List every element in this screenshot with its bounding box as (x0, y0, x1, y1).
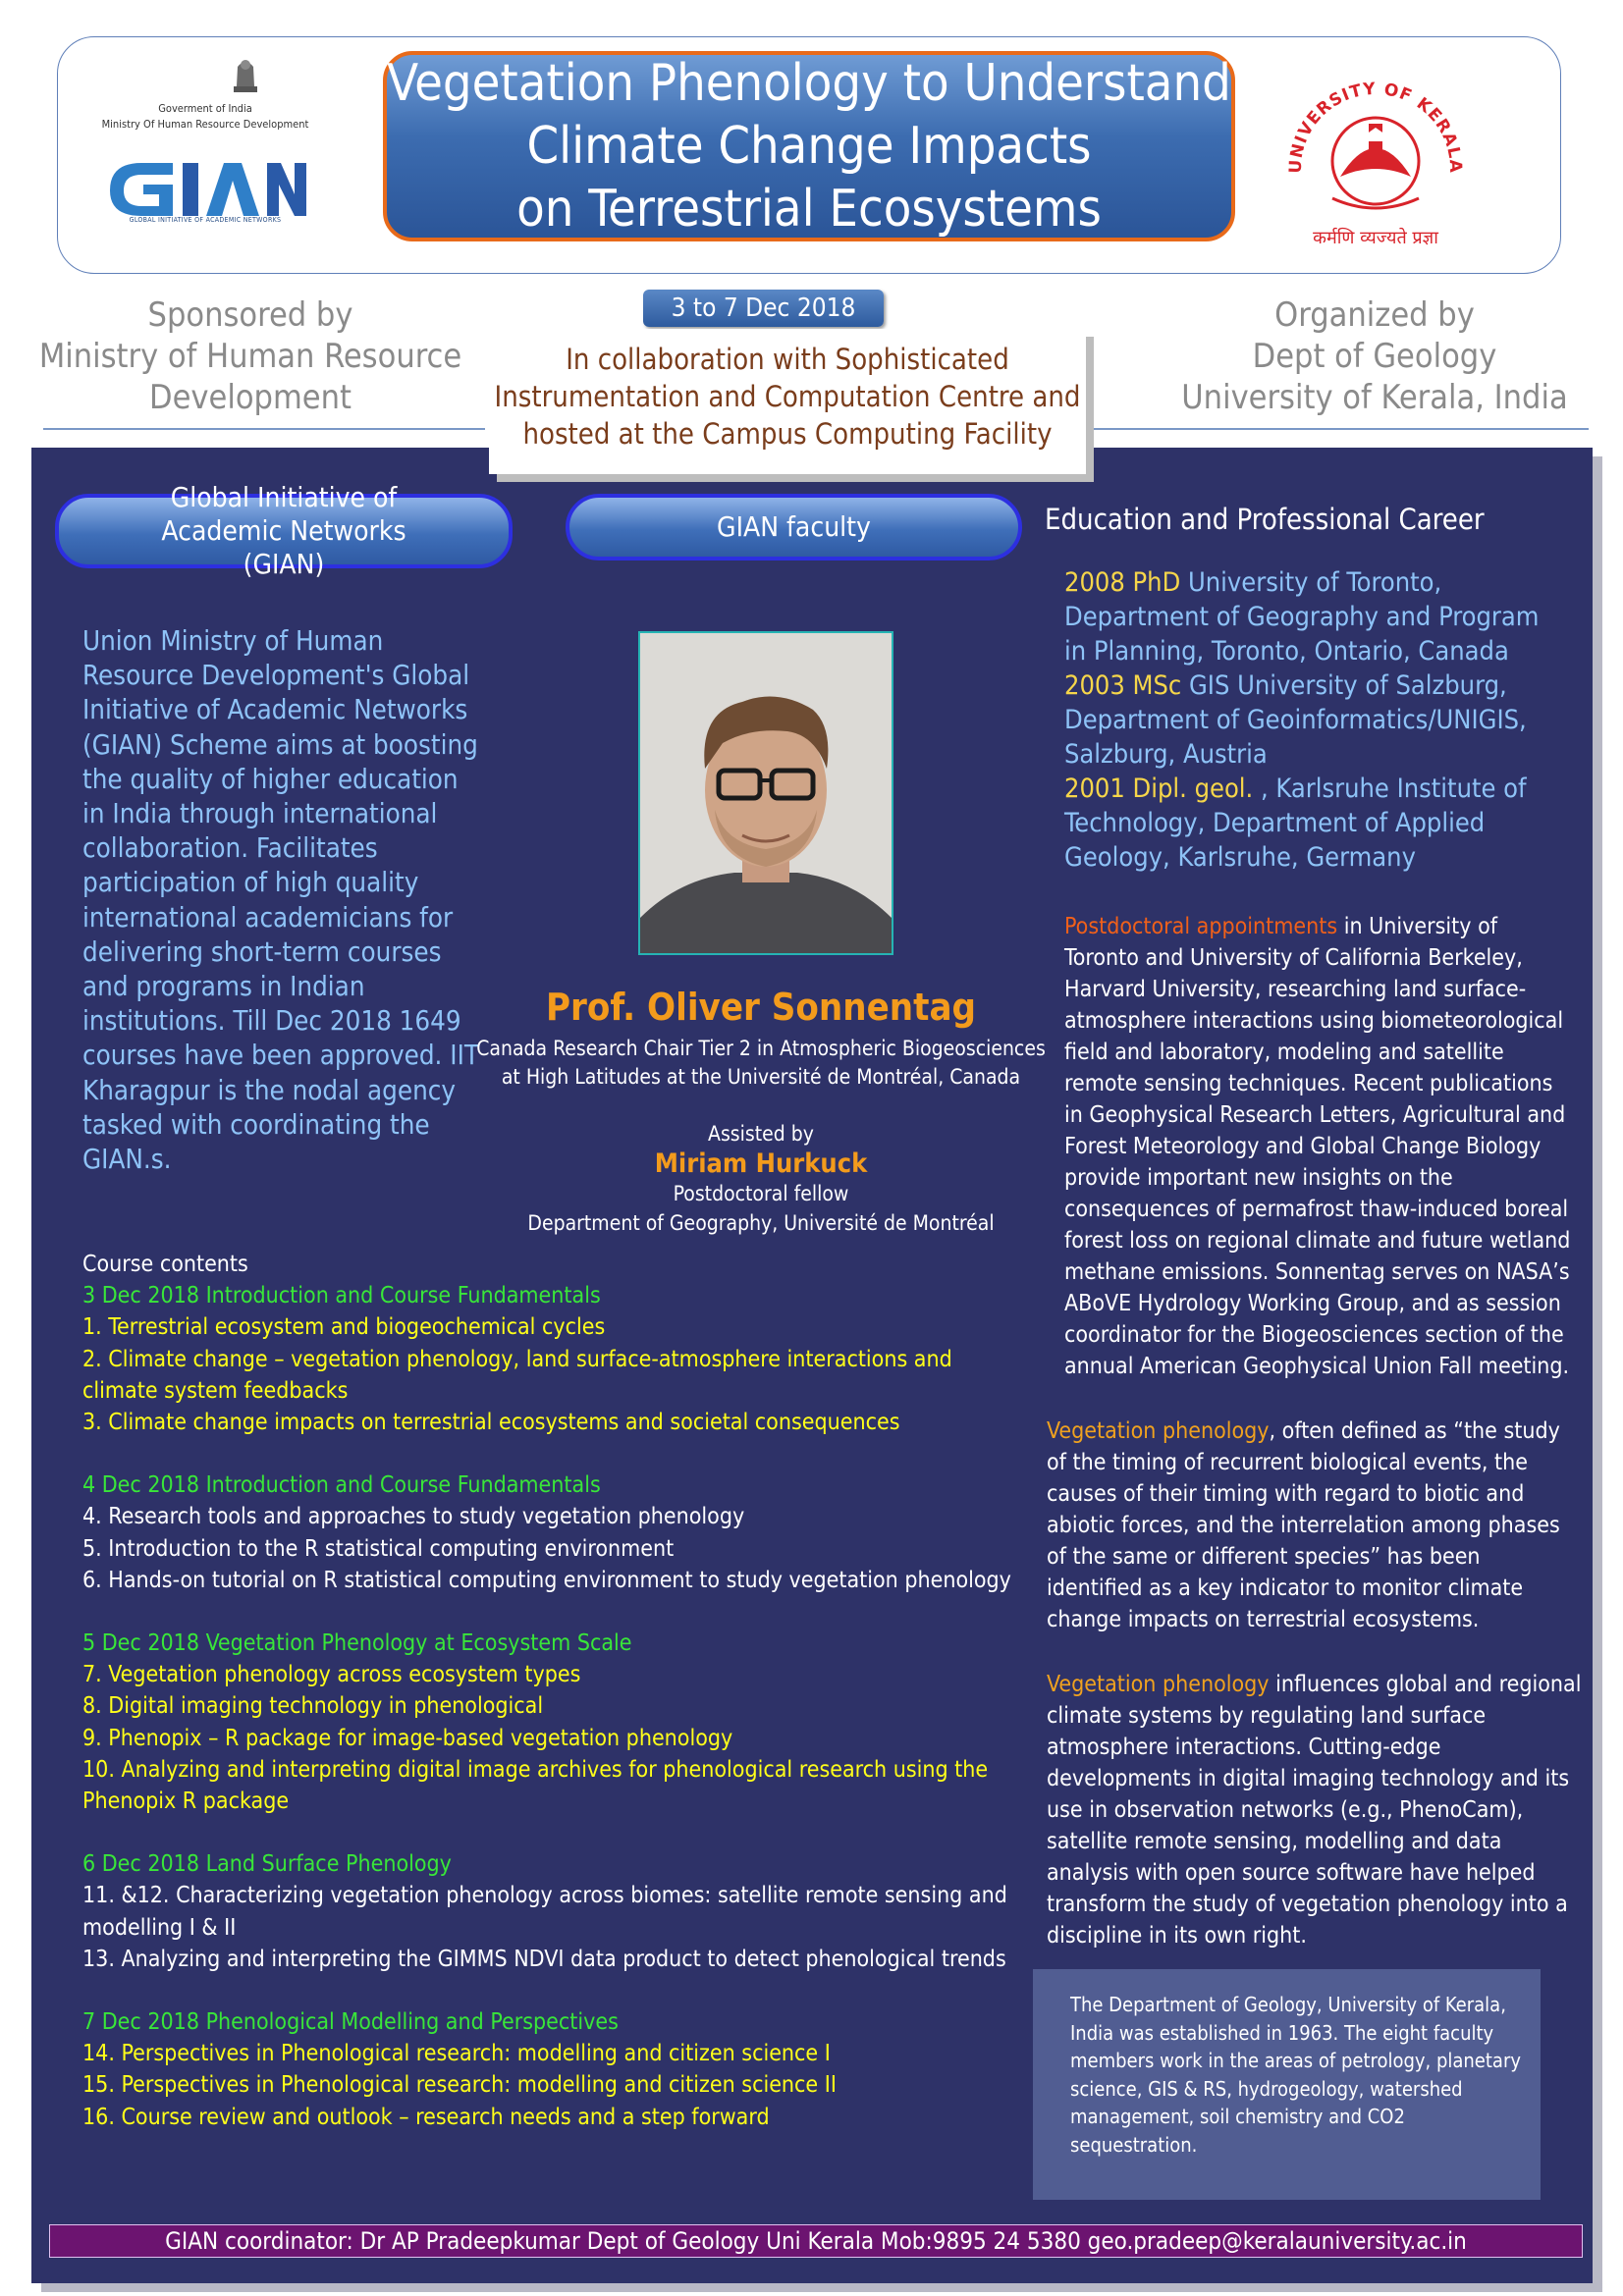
faculty-role-line-2: at High Latitudes at the Université de Montréal, Canada (501, 1065, 1021, 1089)
department-info-box: The Department of Geology, University of Kerala, India was established in 1963. The eight faculty members work in the areas of petrology, planetary science, GIS & RS, hydrogeology, watershed management, soil chemistry and CO2 sequestration. (1033, 1969, 1541, 2200)
course-item: 7. Vegetation phenology across ecosystem types (82, 1662, 581, 1688)
national-emblem-icon (228, 53, 263, 96)
title-line-3: on Terrestrial Ecosystems (516, 180, 1102, 239)
title-line-1: Vegetation Phenology to Understand (387, 54, 1231, 113)
postdoc-label: Postdoctoral appointments (1064, 914, 1338, 939)
assistant-name: Miriam Hurkuck (654, 1148, 868, 1179)
phenology-definition-text: , often defined as “the study of the timing of recurrent biological events, the causes of their timing with regard to biotic and abiotic forces, and the interrelation among phases of the same or different species” has been identified as a key indicator to monitor climate change impacts on terrestrial ecosystems. (1047, 1418, 1560, 1632)
day-4-title: 6 Dec 2018 Land Surface Phenology (82, 1851, 452, 1878)
mhrd-label: Ministry Of Human Resource Development (101, 118, 309, 131)
education-text: , Karlsruhe Institute of Technology, Department of Applied Geology, Karlsruhe, Germany (1064, 774, 1527, 873)
coordinator-footer: GIAN coordinator: Dr AP Pradeepkumar Dept of Geology Uni Kerala Mob:9895 24 5380 geo.pradeep@keralauniversity.ac.in (49, 2224, 1583, 2258)
education-entry (1064, 668, 1565, 772)
day-3-title: 5 Dec 2018 Vegetation Phenology at Ecosystem Scale (82, 1630, 632, 1657)
assisted-by-label: Assisted by (708, 1122, 814, 1146)
course-item: 11. &12. Characterizing vegetation phenology across biomes: satellite remote sensing and modelling I & II (82, 1883, 1007, 1941)
course-item: 6. Hands-on tutorial on R statistical computing environment to study vegetation phenology (82, 1567, 1011, 1593)
postdoc-text: in University of Toronto and University of California Berkeley, Harvard University, researching land surface-atmosphere interactions using biometeorological field and laboratory, modeling and satellite remote sensing techniques. Recent publications in Geophysical Research Letters, Agricultural and Forest Meteorology and Global Change Biology provide important new insights on the consequences of permafrost thaw-induced boreal forest loss on regional climate and future wetland methane emissions. Sonnentag serves on NASA’s ABoVE Hydrology Working Group, and as session coordinator for the Biogeosciences section of the annual American Geophysical Union Fall meeting. (1064, 914, 1571, 1379)
course-item: 15. Perspectives in Phenological research: modelling and citizen science II (82, 2072, 837, 2099)
education-year: 2003 MSc (1064, 670, 1182, 701)
faculty-heading-pill: GIAN faculty (566, 494, 1022, 561)
phenology-label: Vegetation phenology (1047, 1418, 1270, 1444)
sponsor-block (29, 294, 471, 418)
date-badge: 3 to 7 Dec 2018 (643, 290, 884, 327)
day-5-title: 7 Dec 2018 Phenological Modelling and Perspectives (82, 2009, 619, 2036)
gian-logo-mark (104, 155, 310, 220)
gian-tagline: GLOBAL INITIATIVE OF ACADEMIC NETWORKS (129, 216, 282, 224)
gian-heading: Global Initiative of Academic Networks (GIAN) (161, 481, 406, 580)
education-year: 2001 Dipl. geol. (1064, 774, 1254, 804)
phenology-influence-paragraph (1047, 1669, 1582, 1951)
course-item: 16. Course review and outlook – research needs and a step forward (82, 2104, 770, 2130)
day-2-title: 4 Dec 2018 Introduction and Course Fundamentals (82, 1472, 601, 1499)
education-list (1064, 565, 1565, 875)
sponsor-line-3: Development (149, 378, 352, 417)
course-contents (82, 1249, 1025, 2133)
postdoc-paragraph (1064, 911, 1575, 1382)
collab-line-2: Instrumentation and Computation Centre and (494, 380, 1081, 413)
faculty-name: Prof. Oliver Sonnentag (545, 986, 976, 1029)
course-item: 5. Introduction to the R statistical computing environment (82, 1535, 675, 1562)
portrait-image (640, 633, 892, 953)
collab-line-1: In collaboration with Sophisticated (566, 343, 1009, 376)
divider-left (43, 428, 485, 430)
course-item: 13. Analyzing and interpreting the GIMMS NDVI data product to detect phenological trends (82, 1946, 1006, 1972)
sponsor-line-1: Sponsored by (147, 295, 353, 335)
course-item: 14. Perspectives in Phenological research: modelling and citizen science I (82, 2041, 831, 2067)
course-item: 10. Analyzing and interpreting digital image archives for phenological research using the Phenopix R package (82, 1756, 989, 1815)
goi-label: Goverment of India (158, 102, 252, 115)
course-item: 8. Digital imaging technology in phenological (82, 1693, 544, 1720)
education-entry (1064, 772, 1565, 875)
divider-right (1088, 428, 1589, 430)
course-item: 4. Research tools and approaches to study vegetation phenology (82, 1504, 745, 1530)
faculty-role-line-1: Canada Research Chair Tier 2 in Atmospheric Biogeosciences (476, 1037, 1046, 1060)
education-year: 2008 PhD (1064, 567, 1181, 598)
phenology-influence-text: influences global and regional climate systems by regulating land surface atmosphere interactions. Cutting-edge developments in digital imaging technology and its use in observation networks (e.g., PhenoCam), satellite remote sensing, modelling and data analysis with open source software have helped transform the study of vegetation phenology into a discipline in its own right. (1047, 1672, 1582, 1949)
faculty-photo (638, 631, 893, 955)
title-banner (383, 51, 1235, 241)
course-item: 9. Phenopix – R package for image-based vegetation phenology (82, 1725, 733, 1751)
course-item: 2. Climate change – vegetation phenology, land surface-atmosphere interactions and climate system feedbacks (82, 1346, 952, 1404)
title-line-2: Climate Change Impacts (526, 117, 1092, 176)
organizer-line-1: Organized by (1274, 295, 1475, 335)
day-1-title: 3 Dec 2018 Introduction and Course Fundamentals (82, 1283, 601, 1309)
seal-motto: कर्मणि व्यज्यते प्रज्ञा (1313, 228, 1438, 248)
education-text: University of Toronto, Department of Geography and Program in Planning, Toronto, Ontario, Canada (1064, 567, 1540, 667)
gian-mhrd-logo (82, 47, 328, 243)
education-entry (1064, 565, 1565, 668)
phenology-definition-paragraph (1047, 1415, 1582, 1635)
organizer-line-3: University of Kerala, India (1181, 378, 1568, 417)
education-text: GIS University of Salzburg, Department of Geoinformatics/UNIGIS, Salzburg, Austria (1064, 670, 1527, 770)
course-item: 1. Terrestrial ecosystem and biogeochemical cycles (82, 1314, 606, 1341)
assistant-dept: Department of Geography, Université de Montréal (527, 1211, 995, 1235)
gian-description: Union Ministry of Human Resource Development's Global Initiative of Academic Networks (GIAN) Scheme aims at boosting the quality of higher education in India through international collaboration. Facilitates participation of high quality international academicians for delivering short-term courses and programs in Indian institutions. Till Dec 2018 1649 courses have been approved. IIT Kharagpur is the nodal agency tasked with coordinating the GIAN.s. (82, 625, 479, 1176)
university-of-kerala-seal (1271, 51, 1478, 257)
collab-line-3: hosted at the Campus Computing Facility (522, 417, 1053, 451)
gian-heading-pill (55, 481, 513, 580)
collaboration-box (489, 329, 1086, 474)
seal-ring-text: UNIVERSITY OF KERALA (1285, 79, 1466, 174)
assistant-role: Postdoctoral fellow (673, 1182, 849, 1205)
education-heading: Education and Professional Career (1045, 503, 1485, 536)
organizer-line-2: Dept of Geology (1252, 337, 1497, 376)
course-heading: Course contents (82, 1252, 248, 1277)
sponsor-line-2: Ministry of Human Resource (38, 337, 462, 376)
phenology-label: Vegetation phenology (1047, 1672, 1270, 1697)
course-item: 3. Climate change impacts on terrestrial ecosystems and societal consequences (82, 1410, 900, 1436)
organizer-block (1168, 294, 1581, 418)
